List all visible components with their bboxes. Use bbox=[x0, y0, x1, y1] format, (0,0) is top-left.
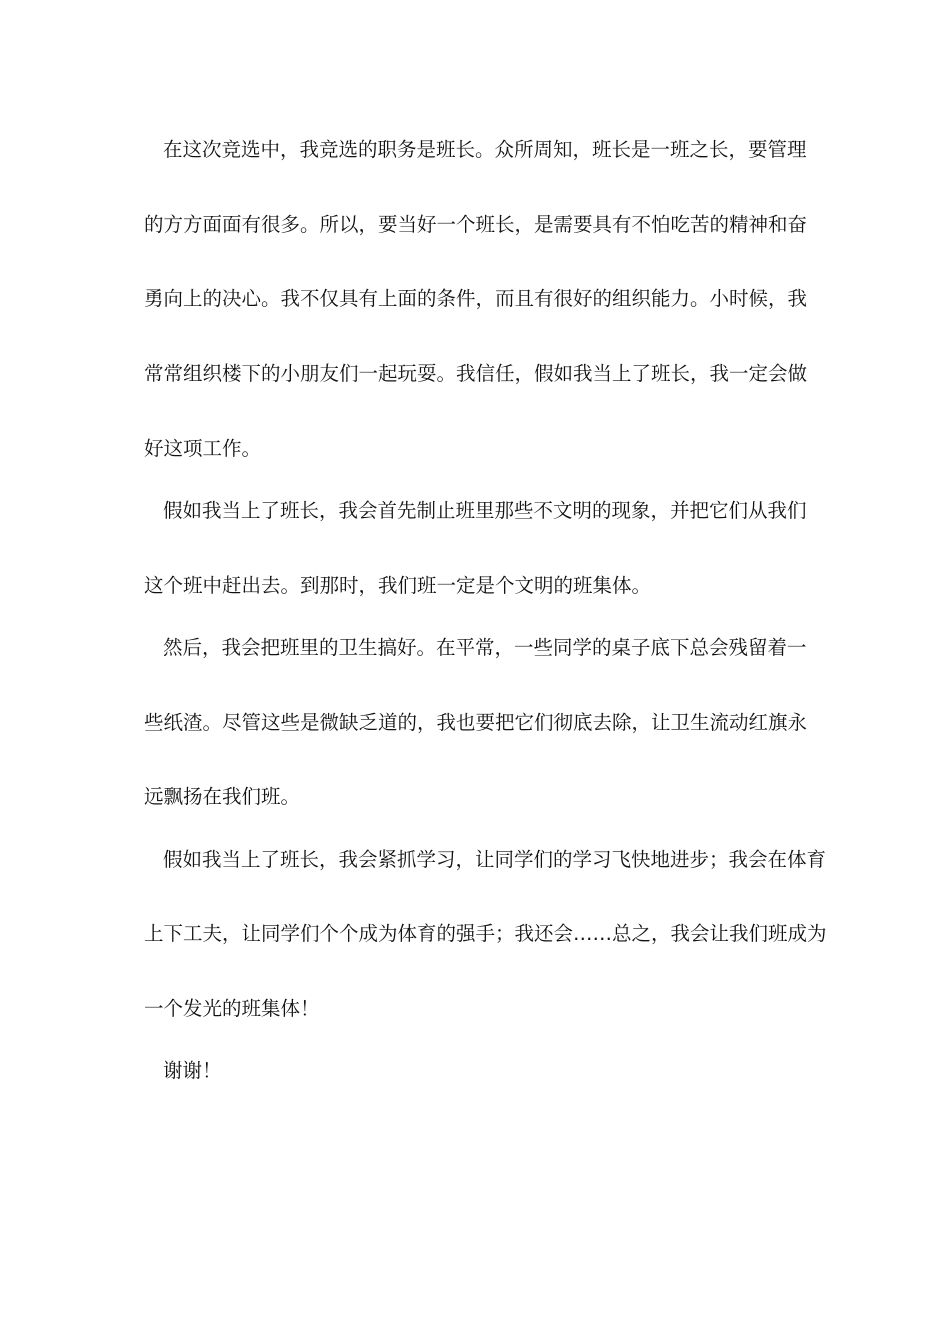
text-line: 在这次竞选中，我竞选的职务是班长。众所周知，班长是一班之长，要管理 bbox=[163, 138, 807, 161]
text-line: 常常组织楼下的小朋友们一起玩耍。我信任，假如我当上了班长，我一定会做 bbox=[144, 362, 808, 385]
text-line: 一个发光的班集体！ bbox=[144, 997, 320, 1020]
text-line: 这个班中赶出去。到那时，我们班一定是个文明的班集体。 bbox=[144, 574, 652, 597]
text-line: 好这项工作。 bbox=[144, 437, 262, 460]
text-line: 些纸渣。尽管这些是微缺乏道的，我也要把它们彻底去除，让卫生流动红旗永 bbox=[144, 711, 808, 734]
text-line: 上下工夫，让同学们个个成为体育的强手；我还会……总之，我会让我们班成为 bbox=[144, 922, 827, 945]
text-line: 假如我当上了班长，我会紧抓学习，让同学们的学习飞快地进步；我会在体育 bbox=[163, 848, 827, 871]
text-line: 然后，我会把班里的卫生搞好。在平常，一些同学的桌子底下总会残留着一 bbox=[163, 636, 807, 659]
text-line: 假如我当上了班长，我会首先制止班里那些不文明的现象，并把它们从我们 bbox=[163, 499, 807, 522]
text-line: 勇向上的决心。我不仅具有上面的条件，而且有很好的组织能力。小时候，我 bbox=[144, 287, 808, 310]
text-line: 谢谢！ bbox=[163, 1059, 222, 1082]
text-line: 的方方面面有很多。所以，要当好一个班长，是需要具有不怕吃苦的精神和奋 bbox=[144, 213, 808, 236]
text-line: 远飘扬在我们班。 bbox=[144, 785, 301, 808]
